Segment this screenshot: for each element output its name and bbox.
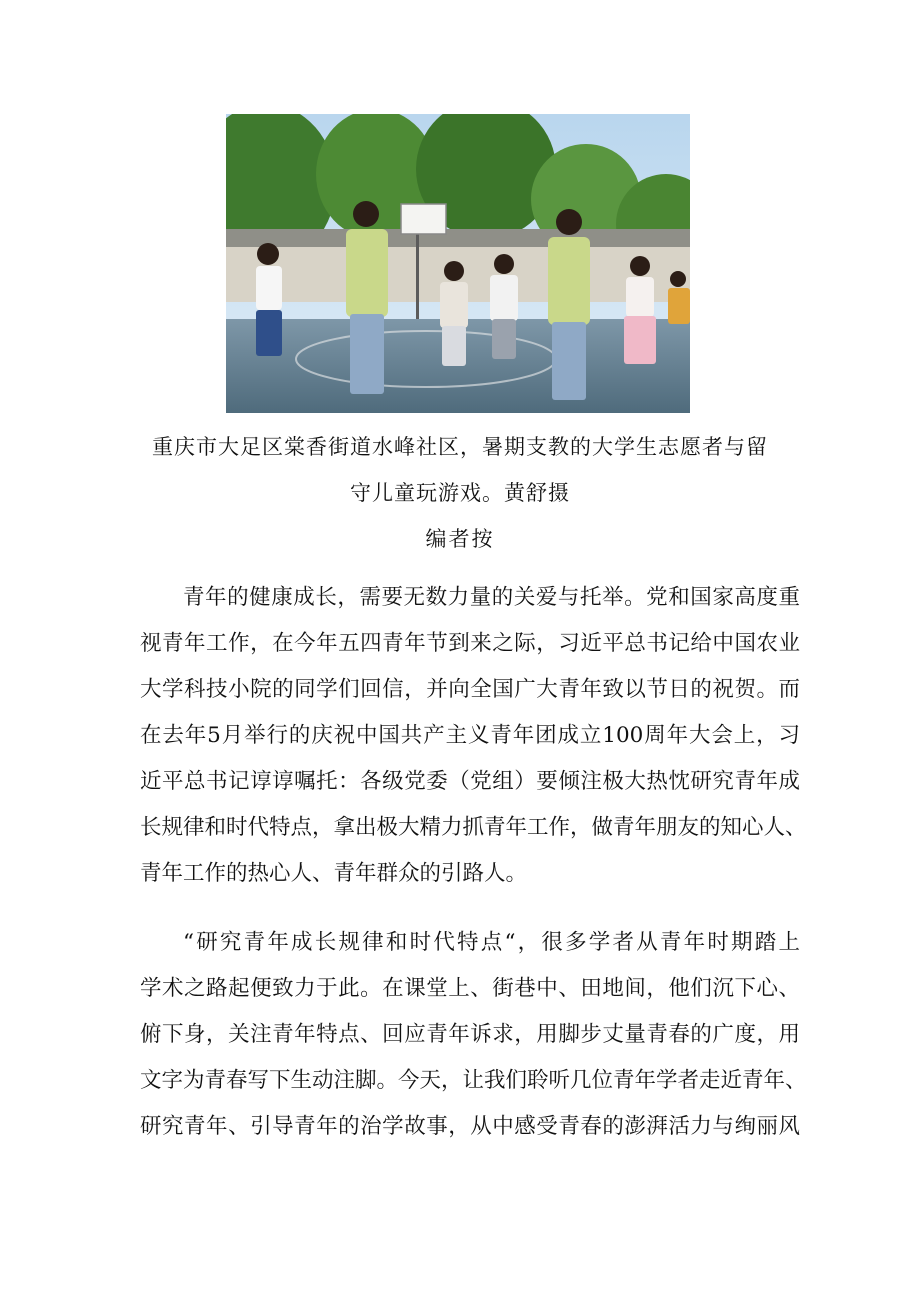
paragraph-line: “研究青年成长规律和时代特点“，很多学者从青年时期踏上 (183, 930, 800, 955)
paragraph-line: 研究青年、引导青年的治学故事，从中感受青春的澎湃活力与绚丽风 (140, 1114, 800, 1139)
photo-illustration (226, 114, 690, 413)
paragraph-line: 视青年工作，在今年五四青年节到来之际，习近平总书记给中国农业 (140, 631, 800, 656)
paragraph-line: 青年工作的热心人、青年群众的引路人。 (140, 861, 528, 886)
paragraph-line: 在去年5月举行的庆祝中国共产主义青年团成立100周年大会上，习 (140, 723, 800, 748)
paragraph-line: 青年的健康成长，需要无数力量的关爱与托举。党和国家高度重 (183, 585, 800, 610)
photo-caption-line-2: 守儿童玩游戏。黄舒摄 (350, 481, 570, 505)
paragraph-line: 近平总书记谆谆嘱托：各级党委（党组）要倾注极大热忱研究青年成 (140, 769, 800, 794)
paragraph-line: 文字为青春写下生动注脚。今天，让我们聆听几位青年学者走近青年、 (140, 1068, 807, 1093)
paragraph-line: 俯下身，关注青年特点、回应青年诉求，用脚步丈量青春的广度，用 (140, 1022, 800, 1047)
paragraph-2 (140, 920, 807, 1150)
editor-note-heading: 编者按 (425, 527, 495, 551)
paragraph-line: 学术之路起便致力于此。在课堂上、街巷中、田地间，他们沉下心、 (140, 976, 800, 1001)
photo-caption-line-1: 重庆市大足区棠香街道水峰社区，暑期支教的大学生志愿者与留 (152, 435, 768, 459)
paragraph-line: 长规律和时代特点，拿出极大精力抓青年工作，做青年朋友的知心人、 (140, 815, 807, 840)
article-photo (226, 114, 690, 413)
paragraph-line: 大学科技小院的同学们回信，并向全国广大青年致以节日的祝贺。而 (140, 677, 800, 702)
paragraph-1 (140, 575, 807, 897)
